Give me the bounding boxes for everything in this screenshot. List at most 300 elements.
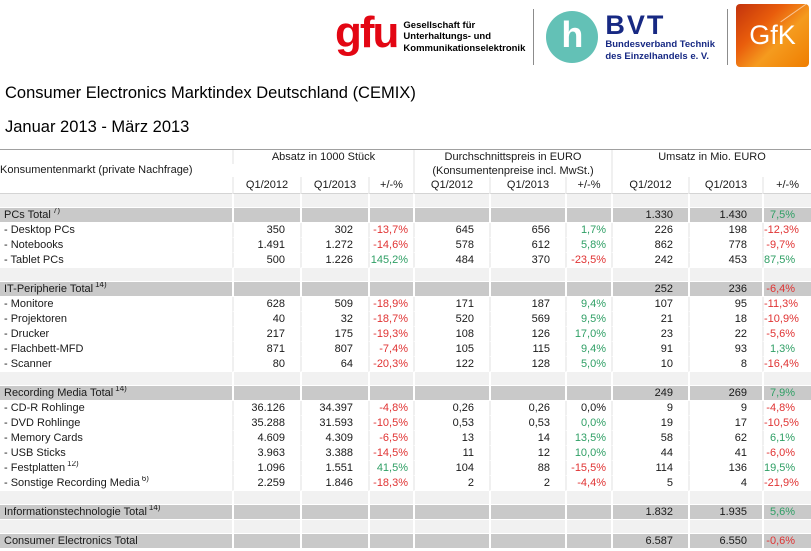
value-cell (300, 372, 368, 386)
value-cell: 64 (300, 357, 368, 372)
col-header-umsatz-q1-2013: Q1/2013 (688, 177, 762, 194)
value-cell (232, 520, 300, 534)
product-data-row (0, 342, 811, 357)
value-cell: 128 (489, 357, 565, 372)
percent-change-cell (762, 194, 811, 208)
row-label: - Desktop PCs (0, 223, 232, 238)
product-data-row (0, 446, 811, 461)
col-header-preis-q1-2013: Q1/2013 (489, 177, 565, 194)
value-cell (232, 534, 300, 549)
value-cell: 36.126 (232, 401, 300, 416)
value-cell (300, 268, 368, 282)
value-cell: 122 (413, 357, 489, 372)
percent-change-cell: -21,9% (762, 476, 811, 491)
value-cell: 252 (611, 282, 688, 297)
value-cell: 520 (413, 312, 489, 327)
value-cell (688, 194, 762, 208)
logo-divider (533, 9, 534, 65)
percent-change-cell: -18,3% (368, 476, 413, 491)
value-cell (300, 194, 368, 208)
value-cell: 187 (489, 297, 565, 312)
value-cell (489, 520, 565, 534)
value-cell: 242 (611, 253, 688, 268)
value-cell: 350 (232, 223, 300, 238)
percent-change-cell: 1,7% (565, 223, 611, 238)
row-label: PCs Total $^{7)}$ (0, 208, 232, 223)
value-cell (413, 208, 489, 223)
percent-change-cell (565, 268, 611, 282)
spacer-row (0, 491, 811, 505)
value-cell: 32 (300, 312, 368, 327)
value-cell: 807 (300, 342, 368, 357)
product-data-row (0, 357, 811, 372)
section-total-row (0, 282, 811, 297)
percent-change-cell: -18,7% (368, 312, 413, 327)
value-cell (489, 491, 565, 505)
value-cell: 2.259 (232, 476, 300, 491)
row-label: Informationstechnologie Total $^{14)}$ (0, 505, 232, 520)
spacer-row (0, 520, 811, 534)
value-cell: 4 (688, 476, 762, 491)
col-header-preis-q1-2012: Q1/2012 (413, 177, 489, 194)
percent-change-cell: -6,5% (368, 431, 413, 446)
value-cell: 22 (688, 327, 762, 342)
percent-change-cell (762, 372, 811, 386)
value-cell: 175 (300, 327, 368, 342)
value-cell: 0,26 (413, 401, 489, 416)
bvt-logo (542, 11, 719, 63)
value-cell (300, 282, 368, 297)
row-label (0, 520, 232, 534)
value-cell: 136 (688, 461, 762, 476)
percent-change-cell: -4,4% (565, 476, 611, 491)
percent-change-cell: -14,6% (368, 238, 413, 253)
section-total-row (0, 505, 811, 520)
percent-change-cell: -6,4% (762, 282, 811, 297)
column-header-row (0, 177, 811, 194)
group-header-row (0, 150, 811, 164)
value-cell: 91 (611, 342, 688, 357)
value-cell: 862 (611, 238, 688, 253)
percent-change-cell (565, 534, 611, 549)
value-cell (232, 505, 300, 520)
section-total-row (0, 386, 811, 401)
value-cell: 1.430 (688, 208, 762, 223)
value-cell: 1.272 (300, 238, 368, 253)
value-cell (489, 372, 565, 386)
value-cell: 3.388 (300, 446, 368, 461)
value-cell: 0,53 (413, 416, 489, 431)
value-cell (413, 372, 489, 386)
percent-change-cell: 145,2% (368, 253, 413, 268)
value-cell: 269 (688, 386, 762, 401)
percent-change-cell (565, 372, 611, 386)
value-cell: 302 (300, 223, 368, 238)
footnote-marker: 14) (115, 386, 127, 394)
gfu-wordmark: gfu (335, 8, 398, 58)
percent-change-cell: -11,3% (762, 297, 811, 312)
col-header-absatz-q1-2012: Q1/2012 (232, 177, 300, 194)
percent-change-cell: -0,6% (762, 534, 811, 549)
value-cell: 1.330 (611, 208, 688, 223)
percent-change-cell (762, 268, 811, 282)
value-cell: 80 (232, 357, 300, 372)
value-cell: 6.587 (611, 534, 688, 549)
row-label: - Memory Cards (0, 431, 232, 446)
percent-change-cell: -10,9% (762, 312, 811, 327)
section-total-row (0, 534, 811, 549)
value-cell (413, 491, 489, 505)
value-cell: 107 (611, 297, 688, 312)
value-cell: 105 (413, 342, 489, 357)
row-label (0, 491, 232, 505)
percent-change-cell: -18,9% (368, 297, 413, 312)
value-cell: 44 (611, 446, 688, 461)
percent-change-cell (565, 491, 611, 505)
col-header-absatz-q1-2013: Q1/2013 (300, 177, 368, 194)
percent-change-cell (565, 505, 611, 520)
value-cell: 4.609 (232, 431, 300, 446)
footnote-marker: 12) (67, 461, 79, 469)
row-label: - DVD Rohlinge (0, 416, 232, 431)
value-cell: 484 (413, 253, 489, 268)
group-subtitle-absatz (232, 164, 413, 177)
value-cell (232, 491, 300, 505)
bvt-wordmark: BVT (605, 9, 666, 40)
value-cell (413, 534, 489, 549)
value-cell (611, 268, 688, 282)
value-cell: 0,53 (489, 416, 565, 431)
percent-change-cell (368, 520, 413, 534)
row-label: Recording Media Total $^{14)}$ (0, 386, 232, 401)
value-cell (413, 505, 489, 520)
value-cell (688, 491, 762, 505)
value-cell: 1.551 (300, 461, 368, 476)
percent-change-cell: -20,3% (368, 357, 413, 372)
row-label: - Sonstige Recording Media $^{6)}$ (0, 476, 232, 491)
product-data-row (0, 253, 811, 268)
logo-strip (0, 0, 811, 70)
row-label: - USB Sticks (0, 446, 232, 461)
value-cell: 500 (232, 253, 300, 268)
product-data-row (0, 461, 811, 476)
value-cell: 1.096 (232, 461, 300, 476)
percent-change-cell: -6,0% (762, 446, 811, 461)
percent-change-cell: -23,5% (565, 253, 611, 268)
value-cell: 0,26 (489, 401, 565, 416)
value-cell (688, 372, 762, 386)
percent-change-cell: 13,5% (565, 431, 611, 446)
value-cell (300, 491, 368, 505)
percent-change-cell (368, 386, 413, 401)
value-cell: 11 (413, 446, 489, 461)
value-cell: 10 (611, 357, 688, 372)
footnote-marker: 14) (148, 505, 161, 513)
value-cell: 1.846 (300, 476, 368, 491)
value-cell: 126 (489, 327, 565, 342)
percent-change-cell: -10,5% (368, 416, 413, 431)
value-cell (413, 282, 489, 297)
page-title: Consumer Electronics Marktindex Deutschland (CEMIX) (5, 84, 416, 102)
value-cell: 9 (611, 401, 688, 416)
percent-change-cell (762, 520, 811, 534)
value-cell: 2 (489, 476, 565, 491)
percent-change-cell (368, 208, 413, 223)
col-header-preis-change: +/-% (565, 177, 611, 194)
value-cell (413, 268, 489, 282)
percent-change-cell: -12,3% (762, 223, 811, 238)
label-column-spacer (0, 177, 232, 194)
value-cell (413, 520, 489, 534)
value-cell (300, 386, 368, 401)
col-header-absatz-change: +/-% (368, 177, 413, 194)
value-cell: 453 (688, 253, 762, 268)
group-header-absatz: Absatz in 1000 Stück (232, 150, 413, 164)
product-data-row (0, 297, 811, 312)
value-cell: 1.491 (232, 238, 300, 253)
percent-change-cell (565, 520, 611, 534)
value-cell: 62 (688, 431, 762, 446)
percent-change-cell: 9,4% (565, 342, 611, 357)
gfk-wordmark: GfK (749, 19, 796, 50)
row-label: - Tablet PCs (0, 253, 232, 268)
value-cell: 40 (232, 312, 300, 327)
value-cell (300, 534, 368, 549)
value-cell (489, 194, 565, 208)
bvt-logo-text (605, 9, 715, 63)
row-label (0, 372, 232, 386)
value-cell: 35.288 (232, 416, 300, 431)
value-cell (688, 520, 762, 534)
value-cell: 569 (489, 312, 565, 327)
percent-change-cell: -7,4% (368, 342, 413, 357)
value-cell: 23 (611, 327, 688, 342)
value-cell: 17 (688, 416, 762, 431)
value-cell (489, 208, 565, 223)
cemix-table (0, 149, 811, 549)
percent-change-cell: 7,9% (762, 386, 811, 401)
product-data-row (0, 431, 811, 446)
value-cell: 778 (688, 238, 762, 253)
value-cell (232, 268, 300, 282)
value-cell: 612 (489, 238, 565, 253)
row-label (0, 194, 232, 208)
value-cell: 1.832 (611, 505, 688, 520)
value-cell (611, 194, 688, 208)
value-cell: 95 (688, 297, 762, 312)
value-cell: 1.226 (300, 253, 368, 268)
spacer-row (0, 194, 811, 208)
percent-change-cell: -14,5% (368, 446, 413, 461)
percent-change-cell: 41,5% (368, 461, 413, 476)
value-cell: 226 (611, 223, 688, 238)
value-cell (232, 372, 300, 386)
spacer-row (0, 268, 811, 282)
value-cell: 5 (611, 476, 688, 491)
value-cell: 88 (489, 461, 565, 476)
row-label: - Scanner (0, 357, 232, 372)
percent-change-cell: 5,8% (565, 238, 611, 253)
value-cell: 509 (300, 297, 368, 312)
bvt-h-glyph: h (561, 14, 584, 55)
value-cell: 41 (688, 446, 762, 461)
value-cell (413, 386, 489, 401)
value-cell: 2 (413, 476, 489, 491)
value-cell (232, 208, 300, 223)
value-cell: 249 (611, 386, 688, 401)
value-cell: 628 (232, 297, 300, 312)
percent-change-cell: 5,6% (762, 505, 811, 520)
percent-change-cell (368, 194, 413, 208)
value-cell: 4.309 (300, 431, 368, 446)
value-cell: 115 (489, 342, 565, 357)
percent-change-cell (368, 534, 413, 549)
percent-change-cell (368, 268, 413, 282)
percent-change-cell: -4,8% (368, 401, 413, 416)
product-data-row (0, 476, 811, 491)
footnote-marker: 6) (141, 476, 149, 484)
percent-change-cell: 9,5% (565, 312, 611, 327)
percent-change-cell: 87,5% (762, 253, 811, 268)
value-cell: 18 (688, 312, 762, 327)
percent-change-cell: 9,4% (565, 297, 611, 312)
footnote-marker: 14) (95, 282, 107, 290)
percent-change-cell: -15,5% (565, 461, 611, 476)
col-header-umsatz-change: +/-% (762, 177, 811, 194)
row-label: - Festplatten $^{12)}$ (0, 461, 232, 476)
percent-change-cell: 6,1% (762, 431, 811, 446)
product-data-row (0, 401, 811, 416)
value-cell (611, 491, 688, 505)
percent-change-cell: 1,3% (762, 342, 811, 357)
row-label: Consumer Electronics Total (0, 534, 232, 549)
row-label: - CD-R Rohlinge (0, 401, 232, 416)
bvt-circle-icon (546, 11, 598, 63)
percent-change-cell: 5,0% (565, 357, 611, 372)
row-label: - Drucker (0, 327, 232, 342)
gfu-logo-text-line2: Unterhaltungs- und (403, 31, 492, 43)
value-cell (611, 372, 688, 386)
row-label: - Flachbett-MFD (0, 342, 232, 357)
group-subtitle-preis: (Konsumentenpreise incl. MwSt.) (413, 164, 611, 177)
percent-change-cell: 17,0% (565, 327, 611, 342)
group-subtitle-umsatz (611, 164, 811, 177)
footnote-marker: 7) (52, 208, 60, 216)
value-cell: 656 (489, 223, 565, 238)
bvt-logo-text-line1: Bundesverband Technik (605, 38, 715, 50)
percent-change-cell: -9,7% (762, 238, 811, 253)
percent-change-cell (565, 208, 611, 223)
value-cell: 108 (413, 327, 489, 342)
percent-change-cell: 10,0% (565, 446, 611, 461)
value-cell: 114 (611, 461, 688, 476)
value-cell: 34.397 (300, 401, 368, 416)
table-body (0, 194, 811, 549)
value-cell (489, 268, 565, 282)
value-cell (489, 534, 565, 549)
row-label: - Monitore (0, 297, 232, 312)
value-cell: 3.963 (232, 446, 300, 461)
value-cell: 14 (489, 431, 565, 446)
label-column-header: Konsumentenmarkt (private Nachfrage) (0, 150, 232, 177)
percent-change-cell: -4,8% (762, 401, 811, 416)
value-cell (232, 282, 300, 297)
percent-change-cell (368, 282, 413, 297)
value-cell (688, 268, 762, 282)
percent-change-cell (565, 386, 611, 401)
gfk-logo (736, 4, 809, 67)
gfu-logo-text-line1: Gesellschaft für (403, 19, 476, 31)
value-cell: 217 (232, 327, 300, 342)
value-cell: 13 (413, 431, 489, 446)
value-cell: 236 (688, 282, 762, 297)
value-cell: 8 (688, 357, 762, 372)
value-cell: 871 (232, 342, 300, 357)
percent-change-cell: -13,7% (368, 223, 413, 238)
col-header-umsatz-q1-2012: Q1/2012 (611, 177, 688, 194)
percent-change-cell: -5,6% (762, 327, 811, 342)
product-data-row (0, 223, 811, 238)
value-cell: 104 (413, 461, 489, 476)
value-cell: 171 (413, 297, 489, 312)
percent-change-cell (565, 194, 611, 208)
value-cell (489, 282, 565, 297)
row-label: - Notebooks (0, 238, 232, 253)
percent-change-cell (368, 372, 413, 386)
page-subtitle: Januar 2013 - März 2013 (5, 118, 190, 136)
value-cell (232, 194, 300, 208)
logo-divider (727, 9, 728, 65)
percent-change-cell: 0,0% (565, 416, 611, 431)
row-label: IT-Peripherie Total $^{14)}$ (0, 282, 232, 297)
value-cell: 645 (413, 223, 489, 238)
value-cell: 12 (489, 446, 565, 461)
spacer-row (0, 372, 811, 386)
percent-change-cell: 19,5% (762, 461, 811, 476)
percent-change-cell (762, 491, 811, 505)
bvt-logo-text-line2: des Einzelhandels e. V. (605, 50, 710, 62)
product-data-row (0, 312, 811, 327)
percent-change-cell: -19,3% (368, 327, 413, 342)
percent-change-cell (565, 282, 611, 297)
value-cell (232, 386, 300, 401)
product-data-row (0, 238, 811, 253)
value-cell: 9 (688, 401, 762, 416)
percent-change-cell (368, 505, 413, 520)
percent-change-cell: -10,5% (762, 416, 811, 431)
value-cell: 6.550 (688, 534, 762, 549)
value-cell: 578 (413, 238, 489, 253)
value-cell (300, 520, 368, 534)
value-cell: 370 (489, 253, 565, 268)
value-cell (611, 520, 688, 534)
product-data-row (0, 416, 811, 431)
value-cell (413, 194, 489, 208)
gfu-logo-text (403, 20, 525, 54)
gfu-logo (335, 8, 526, 58)
section-total-row (0, 208, 811, 223)
row-label (0, 268, 232, 282)
percent-change-cell: -16,4% (762, 357, 811, 372)
value-cell: 1.935 (688, 505, 762, 520)
value-cell (300, 208, 368, 223)
value-cell: 31.593 (300, 416, 368, 431)
value-cell (489, 386, 565, 401)
group-header-preis: Durchschnittspreis in EURO (413, 150, 611, 164)
value-cell: 58 (611, 431, 688, 446)
value-cell: 19 (611, 416, 688, 431)
value-cell (300, 505, 368, 520)
